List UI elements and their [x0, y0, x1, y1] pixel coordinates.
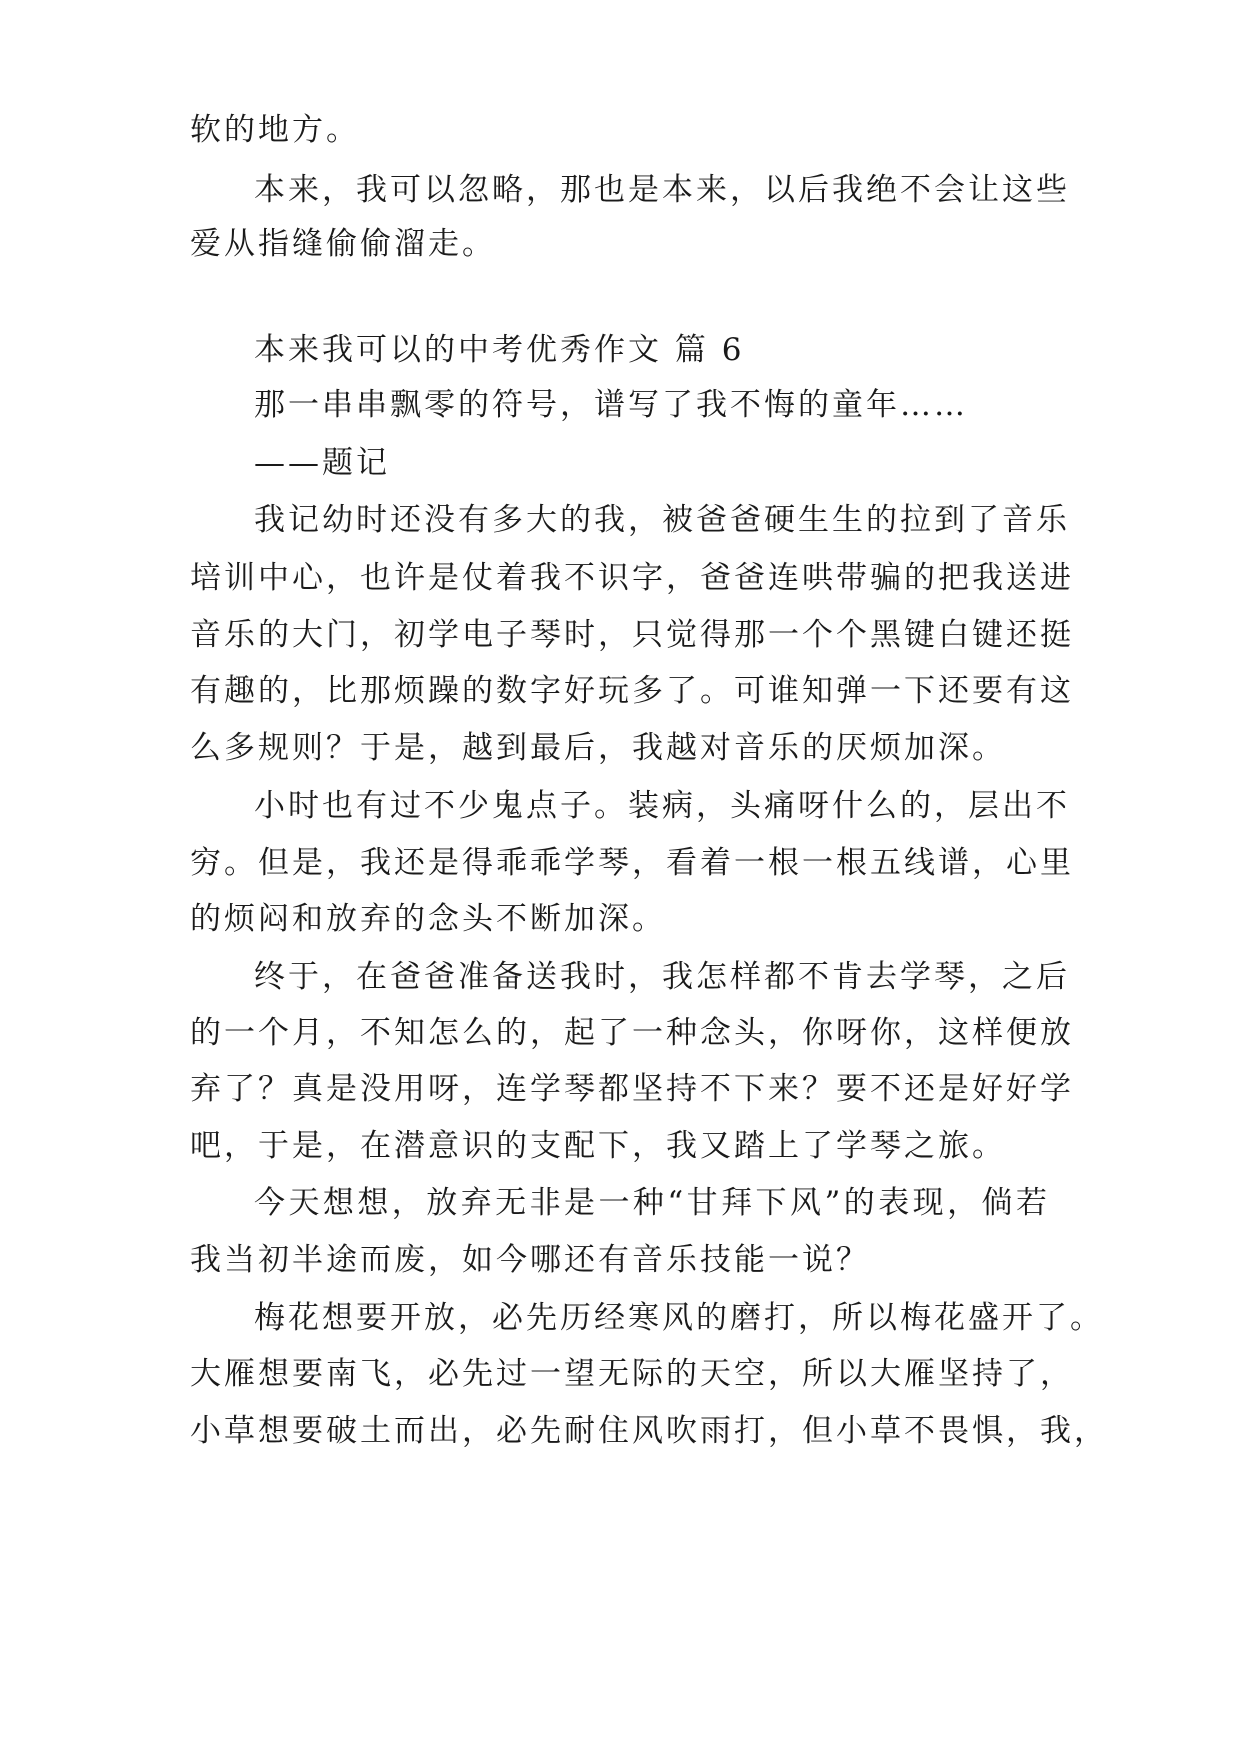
paragraph-line-indented: 梅花想要开放，必先历经寒风的磨打，所以梅花盛开了。: [254, 1300, 1104, 1336]
paragraph-line: 软的地方。: [190, 112, 360, 148]
paragraph-line: 大雁想要南飞，必先过一望无际的天空，所以大雁坚持了，: [190, 1356, 1074, 1392]
paragraph-line-indented: 本来我可以的中考优秀作文 篇 6: [254, 332, 745, 368]
paragraph-line: 的烦闷和放弃的念头不断加深。: [190, 901, 666, 937]
paragraph-line: 穷。但是，我还是得乖乖学琴，看着一根一根五线谱，心里: [190, 845, 1074, 881]
paragraph-line: 么多规则？于是，越到最后，我越对音乐的厌烦加深。: [190, 730, 1006, 766]
paragraph-line-indented: 我记幼时还没有多大的我，被爸爸硬生生的拉到了音乐: [254, 502, 1070, 538]
paragraph-line-indented: 终于，在爸爸准备送我时，我怎样都不肯去学琴，之后: [254, 959, 1070, 995]
paragraph-line-indented: 那一串串飘零的符号，谱写了我不悔的童年……: [254, 387, 968, 423]
paragraph-line: 小草想要破土而出，必先耐住风吹雨打，但小草不畏惧，我，: [190, 1413, 1108, 1449]
paragraph-line: 有趣的，比那烦躁的数字好玩多了。可谁知弹一下还要有这: [190, 673, 1074, 709]
paragraph-line-indented: 小时也有过不少鬼点子。装病，头痛呀什么的，层出不: [254, 788, 1070, 824]
paragraph-line: 培训中心，也许是仗着我不识字，爸爸连哄带骗的把我送进: [190, 560, 1074, 596]
paragraph-line: 爱从指缝偷偷溜走。: [190, 226, 496, 262]
paragraph-line: 弃了？真是没用呀，连学琴都坚持不下来？要不还是好好学: [190, 1071, 1074, 1107]
paragraph-line: 的一个月，不知怎么的，起了一种念头，你呀你，这样便放: [190, 1015, 1074, 1051]
paragraph-line-indented: 今天想想，放弃无非是一种“甘拜下风”的表现，倘若: [254, 1185, 1050, 1221]
paragraph-line-indented: 本来，我可以忽略，那也是本来，以后我绝不会让这些: [254, 172, 1070, 208]
paragraph-line: 我当初半途而废，如今哪还有音乐技能一说？: [190, 1242, 870, 1278]
paragraph-line: 音乐的大门，初学电子琴时，只觉得那一个个黑键白键还挺: [190, 617, 1074, 653]
document-body: [190, 0, 1108, 1754]
paragraph-line-indented: ——题记: [254, 445, 390, 481]
paragraph-line: 吧，于是，在潜意识的支配下，我又踏上了学琴之旅。: [190, 1128, 1006, 1164]
